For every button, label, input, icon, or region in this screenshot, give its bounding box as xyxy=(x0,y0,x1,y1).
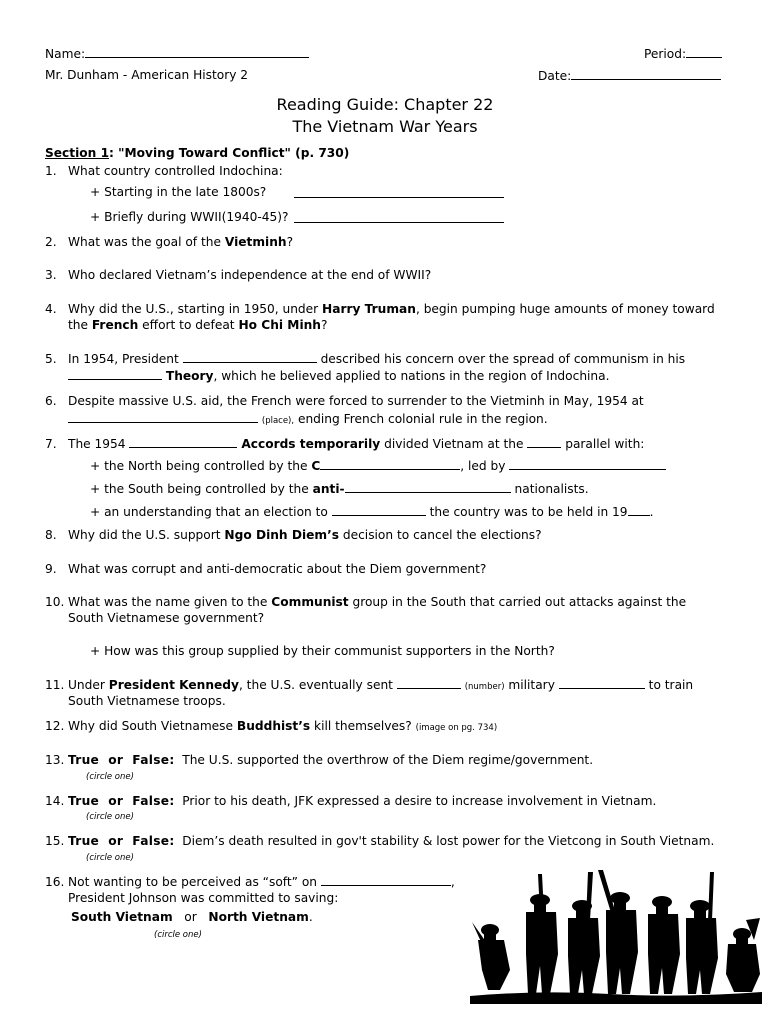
question-12: 12. Why did South Vietnamese Buddhist’s kill themselves? (image on pg. 734) xyxy=(45,719,498,733)
question-1-sub-1: + Starting in the late 1800s? xyxy=(90,185,267,199)
question-3: 3. Who declared Vietnam’s independence at the end of WWII? xyxy=(45,268,432,282)
question-11: 11. Under President Kennedy, the U.S. eventually sent (number) military to train xyxy=(45,678,694,692)
question-10-sub: + How was this group supplied by their communist supporters in the North? xyxy=(90,644,555,658)
soldiers-silhouette-image xyxy=(470,870,762,1004)
question-6-place-blank[interactable] xyxy=(68,411,258,423)
question-10: 10. What was the name given to the Communist group in the South that carried out attacks against the xyxy=(45,595,687,609)
question-5-cont: Theory, which he believed applied to nations in the region of Indochina. xyxy=(68,368,610,383)
question-7-sub-3: + an understanding that an election to the country was to be held in 19 . xyxy=(90,505,654,519)
question-13-hint: (circle one) xyxy=(86,772,134,782)
question-7-sub-2: + the South being controlled by the anti- nationalists. xyxy=(90,482,589,496)
question-7: 7. The 1954 Accords temporarily divided Vietnam at the parallel with: xyxy=(45,437,645,451)
question-2: 2. What was the goal of the Vietminh? xyxy=(45,235,294,249)
option-south-vietnam[interactable]: South Vietnam xyxy=(71,910,173,924)
question-1-sub-2-blank[interactable] xyxy=(294,211,504,223)
name-blank[interactable] xyxy=(85,46,309,58)
question-7-north-blank[interactable] xyxy=(320,458,460,470)
question-1: 1. What country controlled Indochina: xyxy=(45,164,283,178)
question-14-hint: (circle one) xyxy=(86,812,134,822)
question-7-accords-blank[interactable] xyxy=(129,436,237,448)
teacher-course: Mr. Dunham - American History 2 xyxy=(45,68,249,82)
option-north-vietnam[interactable]: North Vietnam xyxy=(208,910,309,924)
date-blank[interactable] xyxy=(571,68,721,80)
question-15-hint: (circle one) xyxy=(86,853,134,863)
question-16-hint: (circle one) xyxy=(154,930,202,940)
date-field: Date: xyxy=(538,68,721,83)
question-7-year-blank[interactable] xyxy=(628,504,650,516)
true-false-choice[interactable]: True or False: xyxy=(68,794,175,808)
name-field: Name: xyxy=(45,46,309,61)
question-7-sub-1: + the North being controlled by the C , led by xyxy=(90,458,666,473)
question-7-parallel-blank[interactable] xyxy=(527,436,561,448)
question-11-cont: South Vietnamese troops. xyxy=(68,694,226,708)
question-6: 6. Despite massive U.S. aid, the French were forced to surrender to the Vietminh in May, 1954 at xyxy=(45,394,644,408)
question-7-south-blank[interactable] xyxy=(345,481,511,493)
question-7-election-blank[interactable] xyxy=(332,504,426,516)
page-subtitle: The Vietnam War Years xyxy=(292,117,478,136)
period-blank[interactable] xyxy=(686,46,722,58)
question-5-theory-blank[interactable] xyxy=(68,368,162,380)
question-10-cont: South Vietnamese government? xyxy=(68,611,265,625)
question-6-cont: (place), ending French colonial rule in the region. xyxy=(68,411,548,426)
question-16-blank[interactable] xyxy=(321,874,451,886)
question-5: 5. In 1954, President described his concern over the spread of communism in his xyxy=(45,352,686,366)
period-field: Period: xyxy=(644,46,722,61)
question-16-options: South Vietnam or North Vietnam. xyxy=(71,910,313,924)
page-title: Reading Guide: Chapter 22 xyxy=(276,95,494,114)
question-5-president-blank[interactable] xyxy=(183,351,317,363)
question-11-military-blank[interactable] xyxy=(559,677,645,689)
question-4-cont: the French effort to defeat Ho Chi Minh? xyxy=(68,318,328,332)
question-1-sub-2: + Briefly during WWII(1940-45)? xyxy=(90,210,289,224)
true-false-choice[interactable]: True or False: xyxy=(68,753,175,767)
question-15: 15. True or False: Diem’s death resulted in gov't stability & lost power for the Vietcong in South Vietnam. xyxy=(45,834,715,848)
question-16: 16. Not wanting to be perceived as “soft” on , xyxy=(45,875,455,889)
question-8: 8. Why did the U.S. support Ngo Dinh Diem’s decision to cancel the elections? xyxy=(45,528,542,542)
question-11-number-blank[interactable] xyxy=(397,677,461,689)
section-heading: Section 1: "Moving Toward Conflict" (p. 730) xyxy=(45,146,350,160)
true-false-choice[interactable]: True or False: xyxy=(68,834,175,848)
question-1-sub-1-blank[interactable] xyxy=(294,186,504,198)
question-14: 14. True or False: Prior to his death, JFK expressed a desire to increase involvement in Vietnam. xyxy=(45,794,657,808)
question-9: 9. What was corrupt and anti-democratic about the Diem government? xyxy=(45,562,487,576)
question-4: 4. Why did the U.S., starting in 1950, under Harry Truman, begin pumping huge amounts of money toward xyxy=(45,302,715,316)
question-7-leader-blank[interactable] xyxy=(509,458,666,470)
question-13: 13. True or False: The U.S. supported the overthrow of the Diem regime/government. xyxy=(45,753,594,767)
question-16-cont: President Johnson was committed to saving: xyxy=(68,891,339,905)
